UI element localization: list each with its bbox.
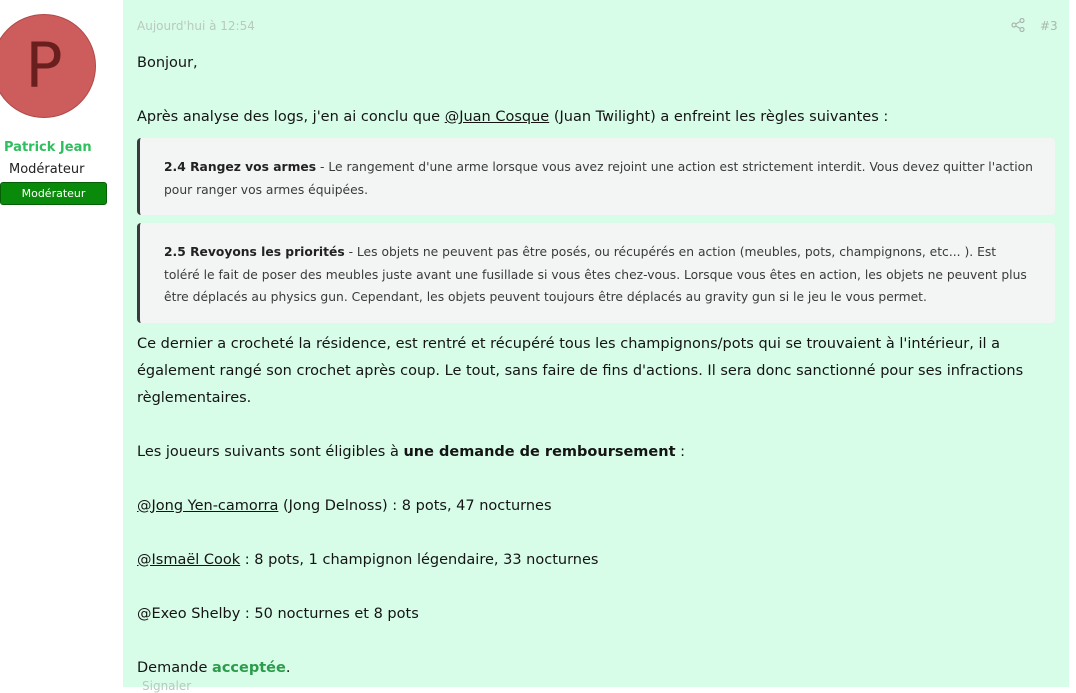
greeting: Bonjour,: [137, 55, 198, 71]
user-title: Modérateur: [9, 162, 85, 177]
rule-quote: [137, 223, 1055, 323]
user-banner: Modérateur: [0, 182, 107, 205]
rule-text: - Les objets ne peuvent pas être posés, ou récupérés en action (meubles, pots, champignons, etc... ). Est toléré le fait de poser des meubles juste avant une fusillade si vous êtes chez-vous. Lorsque vous êtes en action, les objets ne peuvent plus être déplacés au physics gun. Cependant, les objets peuvent toujours être déplacés au gravity gun si le jeu le vous permet.: [164, 245, 1027, 304]
mention-link[interactable]: @Jong Yen-camorra: [137, 497, 279, 514]
mention-link[interactable]: @Juan Cosque: [444, 109, 550, 125]
username[interactable]: Patrick Jean: [4, 140, 92, 155]
post-date[interactable]: Aujourd'hui à 12:54: [137, 19, 255, 33]
status-accepted: acceptée: [212, 659, 286, 676]
post-number-link[interactable]: #3: [1040, 19, 1058, 33]
rule-title: 2.4 Rangez vos armes: [164, 160, 317, 174]
intro-text: Après analyse des logs, j'en ai conclu que @Juan Cosque (Juan Twilight) a enfreint les règles suivantes :: [137, 109, 889, 125]
report-link[interactable]: Signaler: [142, 679, 192, 693]
player-line: @Jong Yen-camorra (Jong Delnoss) : 8 pots, 47 nocturnes: [137, 497, 552, 514]
post-body: [137, 50, 1055, 682]
player-line: @Ismaël Cook : 8 pots, 1 champignon légendaire, 33 nocturnes: [137, 551, 599, 568]
avatar[interactable]: P: [0, 14, 96, 118]
share-icon[interactable]: [1011, 18, 1025, 32]
rule-text: - Le rangement d'une arme lorsque vous avez rejoint une action est strictement interdit. Vous devez quitter l'action pour ranger vos armes équipées.: [164, 160, 1033, 197]
eligible-text: Les joueurs suivants sont éligibles à une demande de remboursement :: [137, 443, 686, 460]
player-line: @Exeo Shelby : 50 nocturnes et 8 pots: [137, 605, 419, 622]
rule-title: 2.5 Revoyons les priorités: [164, 245, 345, 259]
post: [123, 0, 1069, 693]
rule-quote: [137, 138, 1055, 215]
mention-link[interactable]: @Ismaël Cook: [137, 551, 241, 568]
summary-text: Ce dernier a crocheté la résidence, est rentré et récupéré tous les champignons/pots qui se trouvaient à l'intérieur, il a également rangé son crochet après coup. Le tout, sans faire de fins d'actions. Il sera donc sanctionné pour ses infractions règlementaires.: [137, 335, 1024, 406]
user-panel: [0, 0, 122, 687]
decision-text: Demande acceptée.: [137, 659, 291, 676]
